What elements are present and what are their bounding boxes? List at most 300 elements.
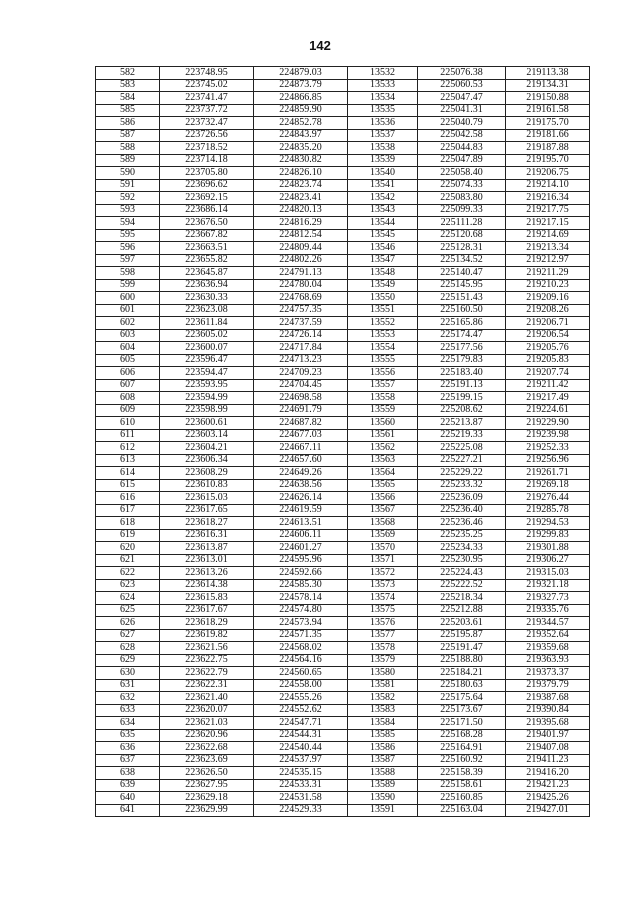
table-cell: 225203.61 [418, 617, 506, 630]
table-cell: 13535 [348, 104, 418, 117]
table-cell: 224533.31 [254, 779, 348, 792]
table-cell: 225234.33 [418, 542, 506, 555]
table-cell: 225219.33 [418, 429, 506, 442]
table-cell: 219269.18 [506, 479, 590, 492]
table-cell: 633 [96, 704, 160, 717]
table-cell: 13576 [348, 617, 418, 630]
table-cell: 612 [96, 442, 160, 455]
table-cell: 617 [96, 504, 160, 517]
table-cell: 13586 [348, 742, 418, 755]
table-cell: 224537.97 [254, 754, 348, 767]
table-cell: 225212.88 [418, 604, 506, 617]
table-cell: 632 [96, 692, 160, 705]
table-row [96, 267, 590, 280]
table-cell: 225218.34 [418, 592, 506, 605]
table-cell: 225047.89 [418, 154, 506, 167]
table-cell: 223614.38 [160, 579, 254, 592]
table-cell: 225111.28 [418, 217, 506, 230]
table-cell: 13581 [348, 679, 418, 692]
table-cell: 225199.15 [418, 392, 506, 405]
table-cell: 223663.51 [160, 242, 254, 255]
table-cell: 224879.03 [254, 67, 348, 80]
table-cell: 13533 [348, 79, 418, 92]
table-cell: 13539 [348, 154, 418, 167]
table-cell: 13572 [348, 567, 418, 580]
table-cell: 219229.90 [506, 417, 590, 430]
table-cell: 600 [96, 292, 160, 305]
table-row [96, 529, 590, 542]
table-row [96, 117, 590, 130]
table-cell: 219216.34 [506, 192, 590, 205]
table-row [96, 679, 590, 692]
table-cell: 224540.44 [254, 742, 348, 755]
table-cell: 13543 [348, 204, 418, 217]
table-cell: 219387.68 [506, 692, 590, 705]
table-row [96, 654, 590, 667]
table-cell: 13570 [348, 542, 418, 555]
table-row [96, 79, 590, 92]
table-cell: 13582 [348, 692, 418, 705]
table-cell: 224657.60 [254, 454, 348, 467]
table-cell: 223600.07 [160, 342, 254, 355]
table-cell: 219214.10 [506, 179, 590, 192]
table-cell: 608 [96, 392, 160, 405]
table-cell: 225195.87 [418, 629, 506, 642]
table-cell: 625 [96, 604, 160, 617]
table-row [96, 204, 590, 217]
table-cell: 224791.13 [254, 267, 348, 280]
table-row [96, 567, 590, 580]
table-row [96, 629, 590, 642]
table-cell: 223714.18 [160, 154, 254, 167]
table-cell: 599 [96, 279, 160, 292]
table-cell: 621 [96, 554, 160, 567]
table-cell: 223621.56 [160, 642, 254, 655]
table-cell: 225227.21 [418, 454, 506, 467]
table-cell: 219206.54 [506, 329, 590, 342]
table-cell: 224573.94 [254, 617, 348, 630]
table-row [96, 704, 590, 717]
table-row [96, 279, 590, 292]
table-cell: 225165.86 [418, 317, 506, 330]
table-cell: 219390.84 [506, 704, 590, 717]
table-cell: 219299.83 [506, 529, 590, 542]
coordinates-table [95, 66, 590, 817]
table-cell: 219306.27 [506, 554, 590, 567]
table-cell: 627 [96, 629, 160, 642]
table-cell: 219416.20 [506, 767, 590, 780]
table-cell: 603 [96, 329, 160, 342]
table-cell: 219150.88 [506, 92, 590, 105]
table-cell: 225175.64 [418, 692, 506, 705]
table-row [96, 454, 590, 467]
table-row [96, 617, 590, 630]
table-cell: 223615.03 [160, 492, 254, 505]
table-cell: 225044.83 [418, 142, 506, 155]
table-cell: 13553 [348, 329, 418, 342]
table-cell: 224698.58 [254, 392, 348, 405]
table-cell: 225042.58 [418, 129, 506, 142]
table-cell: 13579 [348, 654, 418, 667]
table-cell: 225184.21 [418, 667, 506, 680]
table-cell: 224823.74 [254, 179, 348, 192]
table-row [96, 542, 590, 555]
table-cell: 13548 [348, 267, 418, 280]
table-cell: 219344.57 [506, 617, 590, 630]
table-row [96, 504, 590, 517]
table-cell: 13577 [348, 629, 418, 642]
table-cell: 223605.02 [160, 329, 254, 342]
table-cell: 223626.50 [160, 767, 254, 780]
table-cell: 13591 [348, 804, 418, 817]
table-cell: 589 [96, 154, 160, 167]
table-cell: 219395.68 [506, 717, 590, 730]
table-cell: 223686.14 [160, 204, 254, 217]
table-cell: 13552 [348, 317, 418, 330]
table-cell: 585 [96, 104, 160, 117]
table-cell: 13584 [348, 717, 418, 730]
table-cell: 225134.52 [418, 254, 506, 267]
table-cell: 13540 [348, 167, 418, 180]
table-cell: 223692.15 [160, 192, 254, 205]
table-cell: 225151.43 [418, 292, 506, 305]
table-cell: 224558.00 [254, 679, 348, 692]
table-cell: 225188.80 [418, 654, 506, 667]
table-cell: 225140.47 [418, 267, 506, 280]
table-cell: 13563 [348, 454, 418, 467]
table-cell: 604 [96, 342, 160, 355]
table-cell: 225163.04 [418, 804, 506, 817]
table-cell: 225191.13 [418, 379, 506, 392]
table-cell: 219301.88 [506, 542, 590, 555]
table-row [96, 167, 590, 180]
table-cell: 13568 [348, 517, 418, 530]
table-row [96, 354, 590, 367]
table-row [96, 192, 590, 205]
table-cell: 634 [96, 717, 160, 730]
table-cell: 223596.47 [160, 354, 254, 367]
table-cell: 223593.95 [160, 379, 254, 392]
table-cell: 219113.38 [506, 67, 590, 80]
table-cell: 224638.56 [254, 479, 348, 492]
table-cell: 219175.70 [506, 117, 590, 130]
table-row [96, 317, 590, 330]
table-cell: 223617.67 [160, 604, 254, 617]
table-cell: 224768.69 [254, 292, 348, 305]
table-cell: 225222.52 [418, 579, 506, 592]
table-cell: 219427.01 [506, 804, 590, 817]
table-cell: 219239.98 [506, 429, 590, 442]
table-cell: 219401.97 [506, 729, 590, 742]
table-cell: 223598.99 [160, 404, 254, 417]
table-cell: 13536 [348, 117, 418, 130]
table-row [96, 179, 590, 192]
table-cell: 13562 [348, 442, 418, 455]
table-cell: 224780.04 [254, 279, 348, 292]
table-cell: 594 [96, 217, 160, 230]
table-cell: 219294.53 [506, 517, 590, 530]
coordinates-table-body [96, 67, 590, 817]
table-cell: 592 [96, 192, 160, 205]
table-cell: 223594.47 [160, 367, 254, 380]
table-row [96, 229, 590, 242]
table-cell: 225236.46 [418, 517, 506, 530]
table-cell: 225074.33 [418, 179, 506, 192]
table-cell: 219407.08 [506, 742, 590, 755]
table-cell: 630 [96, 667, 160, 680]
table-cell: 224677.03 [254, 429, 348, 442]
table-cell: 602 [96, 317, 160, 330]
table-cell: 224713.23 [254, 354, 348, 367]
table-cell: 223623.69 [160, 754, 254, 767]
table-cell: 223613.26 [160, 567, 254, 580]
table-cell: 223603.14 [160, 429, 254, 442]
table-row [96, 429, 590, 442]
table-cell: 13555 [348, 354, 418, 367]
table-cell: 13538 [348, 142, 418, 155]
table-cell: 13589 [348, 779, 418, 792]
table-cell: 619 [96, 529, 160, 542]
table-cell: 225171.50 [418, 717, 506, 730]
table-cell: 13588 [348, 767, 418, 780]
table-cell: 219205.76 [506, 342, 590, 355]
table-cell: 629 [96, 654, 160, 667]
table-cell: 225168.28 [418, 729, 506, 742]
table-cell: 223610.83 [160, 479, 254, 492]
table-cell: 638 [96, 767, 160, 780]
table-row [96, 692, 590, 705]
table-cell: 219195.70 [506, 154, 590, 167]
table-row [96, 767, 590, 780]
table-cell: 224544.31 [254, 729, 348, 742]
table-cell: 223622.31 [160, 679, 254, 692]
table-row [96, 217, 590, 230]
table-cell: 224585.30 [254, 579, 348, 592]
table-cell: 223617.65 [160, 504, 254, 517]
table-cell: 13580 [348, 667, 418, 680]
table-cell: 219276.44 [506, 492, 590, 505]
table-cell: 225058.40 [418, 167, 506, 180]
table-cell: 224649.26 [254, 467, 348, 480]
table-cell: 618 [96, 517, 160, 530]
table-cell: 223748.95 [160, 67, 254, 80]
table-row [96, 517, 590, 530]
table-row [96, 792, 590, 805]
table-cell: 219211.42 [506, 379, 590, 392]
table-cell: 13545 [348, 229, 418, 242]
table-row [96, 329, 590, 342]
table-cell: 219379.79 [506, 679, 590, 692]
table-cell: 13574 [348, 592, 418, 605]
table-row [96, 142, 590, 155]
table-cell: 224578.14 [254, 592, 348, 605]
table-cell: 225128.31 [418, 242, 506, 255]
table-cell: 224601.27 [254, 542, 348, 555]
table-cell: 13585 [348, 729, 418, 742]
table-cell: 224592.66 [254, 567, 348, 580]
table-cell: 219359.68 [506, 642, 590, 655]
table-cell: 13565 [348, 479, 418, 492]
table-cell: 641 [96, 804, 160, 817]
table-cell: 606 [96, 367, 160, 380]
table-cell: 13537 [348, 129, 418, 142]
table-cell: 223611.84 [160, 317, 254, 330]
table-cell: 616 [96, 492, 160, 505]
table-cell: 223608.29 [160, 467, 254, 480]
table-cell: 224704.45 [254, 379, 348, 392]
table-row [96, 292, 590, 305]
table-cell: 223622.79 [160, 667, 254, 680]
table-cell: 224866.85 [254, 92, 348, 105]
table-cell: 13541 [348, 179, 418, 192]
table-cell: 223629.99 [160, 804, 254, 817]
table-cell: 224687.82 [254, 417, 348, 430]
table-cell: 624 [96, 592, 160, 605]
table-row [96, 379, 590, 392]
table-row [96, 804, 590, 817]
table-cell: 223655.82 [160, 254, 254, 267]
table-cell: 223615.83 [160, 592, 254, 605]
table-cell: 587 [96, 129, 160, 142]
table-cell: 223667.82 [160, 229, 254, 242]
table-cell: 223621.03 [160, 717, 254, 730]
table-cell: 224547.71 [254, 717, 348, 730]
table-row [96, 392, 590, 405]
table-cell: 225208.62 [418, 404, 506, 417]
table-cell: 224709.23 [254, 367, 348, 380]
table-cell: 224835.20 [254, 142, 348, 155]
table-cell: 224816.29 [254, 217, 348, 230]
table-row [96, 779, 590, 792]
table-row [96, 404, 590, 417]
table-cell: 223623.08 [160, 304, 254, 317]
table-row [96, 442, 590, 455]
table-cell: 626 [96, 617, 160, 630]
table-row [96, 592, 590, 605]
table-cell: 224560.65 [254, 667, 348, 680]
table-cell: 223630.33 [160, 292, 254, 305]
table-cell: 13590 [348, 792, 418, 805]
table-cell: 631 [96, 679, 160, 692]
table-cell: 628 [96, 642, 160, 655]
table-cell: 591 [96, 179, 160, 192]
table-cell: 13583 [348, 704, 418, 717]
table-cell: 225060.53 [418, 79, 506, 92]
table-cell: 219411.23 [506, 754, 590, 767]
table-cell: 224564.16 [254, 654, 348, 667]
table-cell: 223621.40 [160, 692, 254, 705]
table-cell: 219205.83 [506, 354, 590, 367]
table-cell: 223594.99 [160, 392, 254, 405]
table-cell: 223705.80 [160, 167, 254, 180]
table-cell: 640 [96, 792, 160, 805]
table-cell: 225160.92 [418, 754, 506, 767]
table-cell: 223622.68 [160, 742, 254, 755]
table-cell: 13566 [348, 492, 418, 505]
table-cell: 597 [96, 254, 160, 267]
table-cell: 225164.91 [418, 742, 506, 755]
table-cell: 582 [96, 67, 160, 80]
table-cell: 224852.78 [254, 117, 348, 130]
table-cell: 219206.75 [506, 167, 590, 180]
table-cell: 13571 [348, 554, 418, 567]
table-row [96, 367, 590, 380]
table-cell: 224531.58 [254, 792, 348, 805]
table-cell: 223620.96 [160, 729, 254, 742]
table-cell: 219217.75 [506, 204, 590, 217]
table-cell: 223627.95 [160, 779, 254, 792]
table-cell: 219161.58 [506, 104, 590, 117]
table-cell: 225236.40 [418, 504, 506, 517]
table-cell: 620 [96, 542, 160, 555]
table-cell: 219213.34 [506, 242, 590, 255]
table-row [96, 754, 590, 767]
table-cell: 223737.72 [160, 104, 254, 117]
table-row [96, 67, 590, 80]
table-cell: 225083.80 [418, 192, 506, 205]
table-cell: 223741.47 [160, 92, 254, 105]
table-cell: 590 [96, 167, 160, 180]
table-cell: 219217.15 [506, 217, 590, 230]
table-cell: 607 [96, 379, 160, 392]
table-cell: 225224.43 [418, 567, 506, 580]
table-cell: 224571.35 [254, 629, 348, 642]
table-row [96, 467, 590, 480]
table-cell: 225225.08 [418, 442, 506, 455]
table-cell: 219261.71 [506, 467, 590, 480]
table-row [96, 417, 590, 430]
table-cell: 622 [96, 567, 160, 580]
table-cell: 223676.50 [160, 217, 254, 230]
table-cell: 13550 [348, 292, 418, 305]
table-row [96, 717, 590, 730]
table-cell: 13534 [348, 92, 418, 105]
table-cell: 225040.79 [418, 117, 506, 130]
table-row [96, 729, 590, 742]
table-cell: 224809.44 [254, 242, 348, 255]
table-cell: 224595.96 [254, 554, 348, 567]
table-cell: 223726.56 [160, 129, 254, 142]
table-cell: 224691.79 [254, 404, 348, 417]
table-cell: 225173.67 [418, 704, 506, 717]
table-cell: 223604.21 [160, 442, 254, 455]
table-cell: 225160.85 [418, 792, 506, 805]
table-cell: 219217.49 [506, 392, 590, 405]
table-cell: 225179.83 [418, 354, 506, 367]
table-cell: 219211.29 [506, 267, 590, 280]
table-cell: 13549 [348, 279, 418, 292]
table-cell: 219363.93 [506, 654, 590, 667]
table-row [96, 304, 590, 317]
table-cell: 219181.66 [506, 129, 590, 142]
table-cell: 635 [96, 729, 160, 742]
table-cell: 224717.84 [254, 342, 348, 355]
table-cell: 13587 [348, 754, 418, 767]
table-cell: 223622.75 [160, 654, 254, 667]
table-cell: 225229.22 [418, 467, 506, 480]
table-cell: 636 [96, 742, 160, 755]
table-cell: 13578 [348, 642, 418, 655]
table-cell: 219252.33 [506, 442, 590, 455]
table-cell: 219321.18 [506, 579, 590, 592]
table-cell: 605 [96, 354, 160, 367]
table-cell: 13544 [348, 217, 418, 230]
table-cell: 223745.02 [160, 79, 254, 92]
table-cell: 223696.62 [160, 179, 254, 192]
table-cell: 224823.41 [254, 192, 348, 205]
table-cell: 219134.31 [506, 79, 590, 92]
table-row [96, 579, 590, 592]
